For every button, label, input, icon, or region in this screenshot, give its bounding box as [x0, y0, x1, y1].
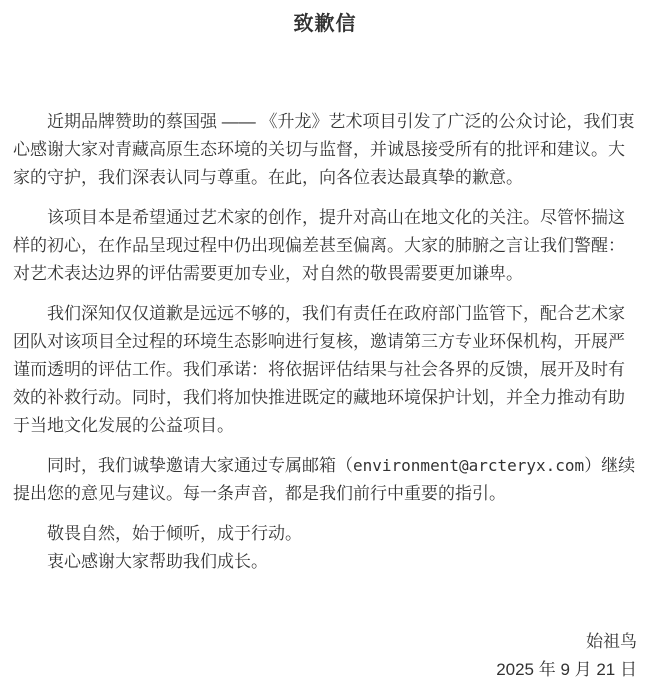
paragraph-1: 近期品牌赞助的蔡国强 —— 《升龙》艺术项目引发了广泛的公众讨论，我们衷心感谢大家对青藏高原生态环境的关切与监督，并诚恳接受所有的批评和建议。大家的守护，我们深表认同与尊重。在此，向各位表达最真挚的歉意。: [13, 112, 635, 187]
paragraph-4-text-after-email: ）继续提出您的意见与建议。每一条声音，都是我们前行中重要的指引。: [13, 456, 636, 503]
signature-block: [13, 628, 637, 684]
paragraph-2: 该项目本是希望通过艺术家的创作，提升对高山在地文化的关注。尽管怀揣这样的初心，在作品呈现过程中仍出现偏差甚至偏离。大家的肺腑之言让我们警醒：对艺术表达边界的评估需要更加专业，对自然的敬畏需要更加谦卑。: [13, 208, 625, 283]
closing-lines: [13, 520, 637, 576]
paragraph-4-text-before-email: 同时，我们诚挚邀请大家通过专属邮箱（: [47, 456, 353, 475]
signature-date: 2025 年 9 月 21 日: [496, 660, 637, 679]
letter-title: 致歉信: [293, 13, 357, 35]
signature-name: 始祖鸟: [586, 632, 637, 651]
paragraph-4: [13, 452, 637, 508]
closing-line-2: 衷心感谢大家帮助我们成长。: [47, 552, 268, 571]
contact-email: environment@arcteryx.com: [353, 456, 585, 475]
paragraph-3: 我们深知仅仅道歉是远远不够的，我们有责任在政府部门监管下，配合艺术家团队对该项目全过程的环境生态影响进行复核，邀请第三方专业环保机构，开展严谨而透明的评估工作。我们承诺：将依据评估结果与社会各界的反馈，展开及时有效的补救行动。同时，我们将加快推进既定的藏地环境保护计划，并全力推动有助于当地文化发展的公益项目。: [13, 304, 625, 435]
closing-line-1: 敬畏自然，始于倾听，成于行动。: [47, 524, 302, 543]
